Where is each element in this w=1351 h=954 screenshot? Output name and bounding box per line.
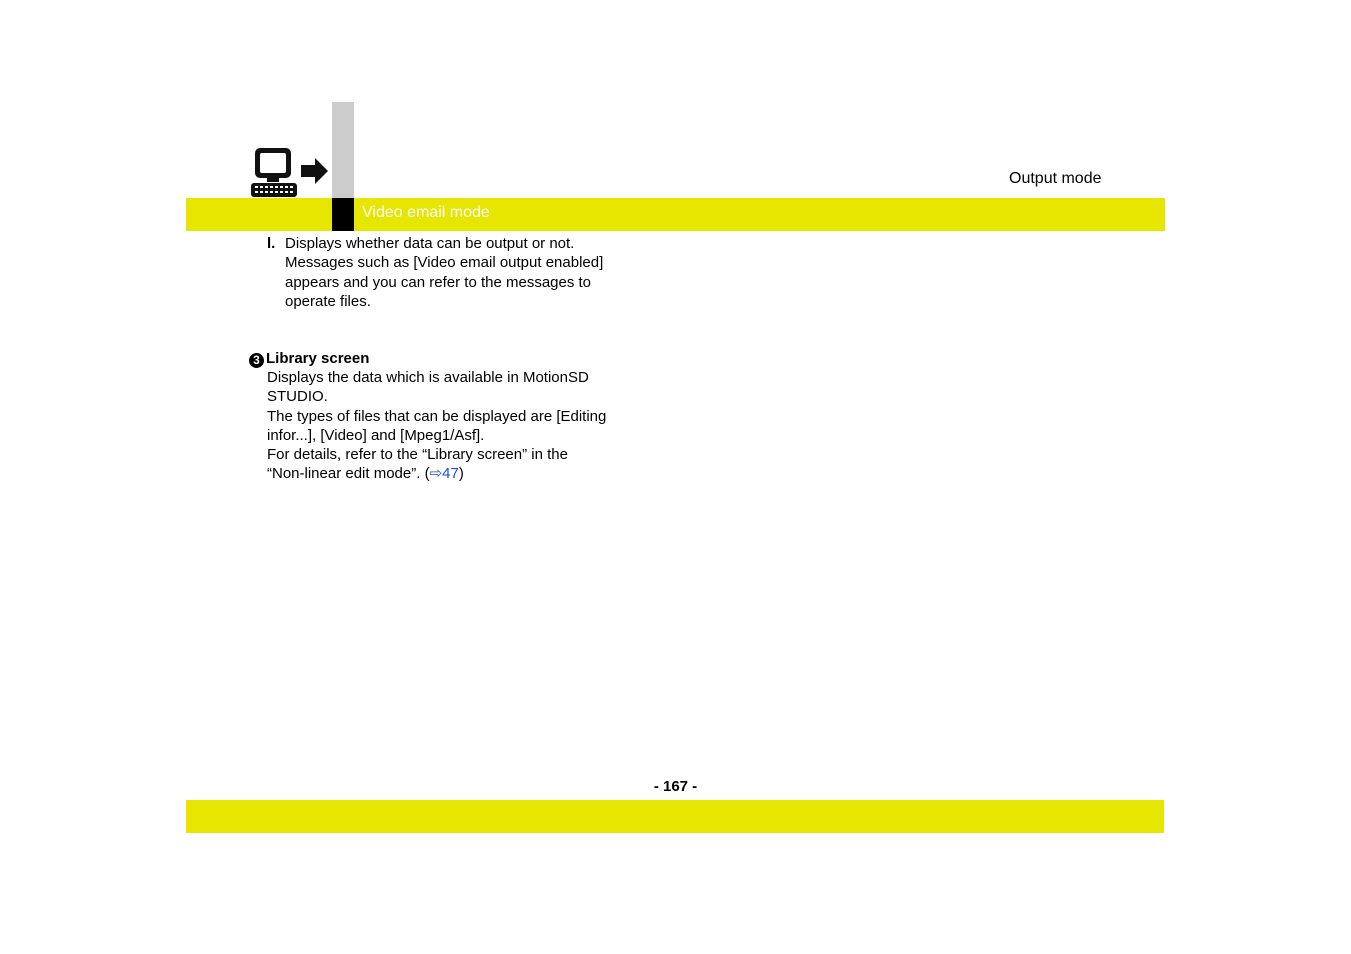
header-gray-strip bbox=[332, 102, 354, 198]
section-title: Video email mode bbox=[362, 204, 490, 221]
page-reference-number: 47 bbox=[442, 465, 459, 483]
library-line: STUDIO. bbox=[267, 388, 328, 406]
item-l-line: appears and you can refer to the messages to bbox=[285, 273, 592, 291]
page-number: - 167 - bbox=[653, 778, 698, 795]
library-description bbox=[267, 368, 647, 484]
library-line: Displays the data which is available in MotionSD bbox=[267, 369, 589, 386]
library-last-line-suffix: ) bbox=[458, 465, 464, 483]
library-heading bbox=[249, 349, 369, 369]
header-black-block bbox=[332, 198, 354, 231]
library-line: The types of files that can be displayed are [Editing bbox=[267, 407, 607, 425]
library-last-line-prefix: “Non-linear edit mode”. ( bbox=[267, 465, 430, 483]
item-l-line: Messages such as [Video email output enabled] bbox=[285, 254, 604, 272]
library-line: infor...], [Video] and [Mpeg1/Asf]. bbox=[267, 426, 485, 444]
footer-bar bbox=[186, 800, 1164, 833]
item-l-description bbox=[285, 234, 645, 311]
number-3-icon: 3 bbox=[249, 353, 264, 368]
library-last-line bbox=[267, 464, 647, 483]
page-reference-link[interactable] bbox=[430, 465, 459, 482]
item-marker-l: l. bbox=[267, 235, 276, 252]
computer-output-icon bbox=[249, 146, 331, 200]
mode-label: Output mode bbox=[1009, 170, 1102, 187]
arrow-right-icon: ⇨ bbox=[429, 465, 443, 483]
item-l-line: Displays whether data can be output or not. bbox=[285, 235, 575, 252]
library-title: Library screen bbox=[266, 350, 370, 367]
item-l-line: operate files. bbox=[285, 292, 371, 310]
library-line: For details, refer to the “Library screen” in the bbox=[267, 446, 568, 464]
